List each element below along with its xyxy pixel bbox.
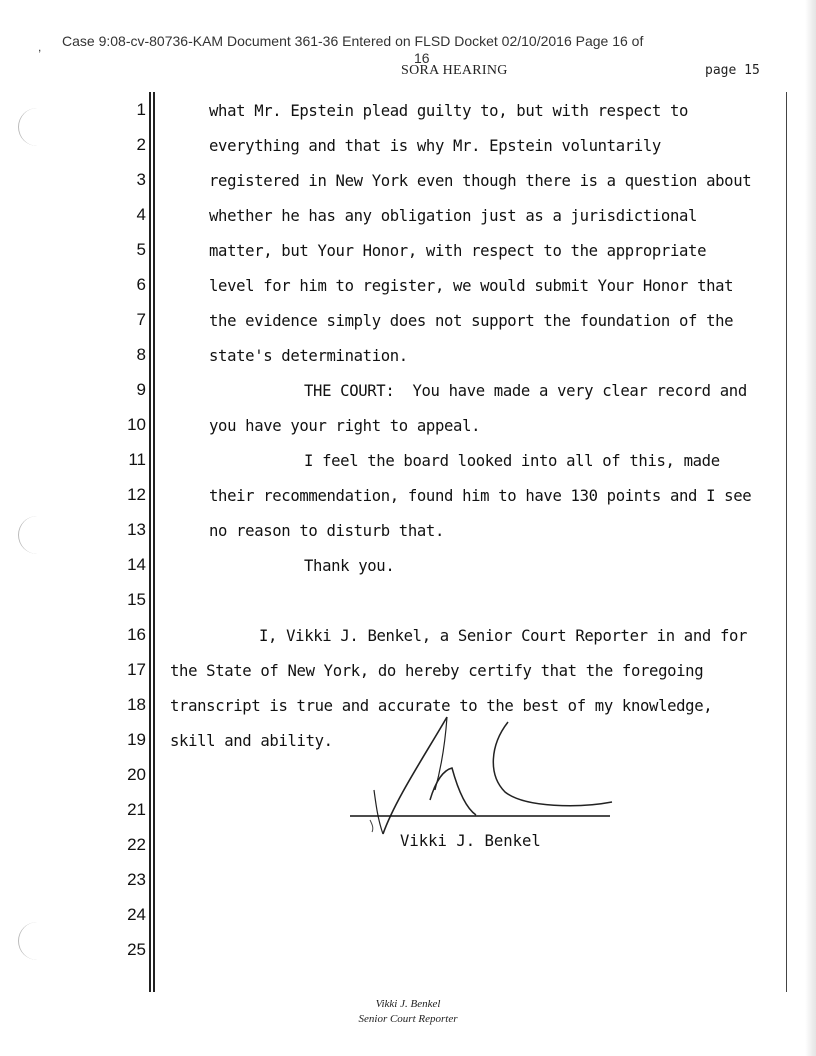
line-number: 25 — [127, 940, 146, 959]
docket-stamp-line-2: 16 — [414, 50, 430, 66]
transcript-line: you have your right to appeal. — [209, 417, 481, 435]
hearing-title: SORA HEARING — [401, 63, 508, 78]
punch-hole-mark — [18, 516, 41, 554]
line-number: 1 — [136, 100, 146, 119]
line-number: 2 — [136, 135, 146, 154]
line-number: 4 — [136, 205, 146, 224]
transcript-line: matter, but Your Honor, with respect to the appropriate — [209, 242, 707, 260]
line-number: 13 — [127, 520, 146, 539]
line-number: 8 — [136, 345, 146, 364]
margin-rule-left — [149, 92, 151, 992]
line-number: 18 — [127, 695, 146, 714]
certification-line: I, Vikki J. Benkel, a Senior Court Reporter in and for — [259, 627, 748, 645]
line-number: 5 — [136, 240, 146, 259]
line-number: 7 — [136, 310, 146, 329]
line-number: 20 — [127, 765, 146, 784]
transcript-line: the evidence simply does not support the foundation of the — [209, 312, 734, 330]
transcript-line: everything and that is why Mr. Epstein voluntarily — [209, 137, 661, 155]
margin-rule-right — [786, 92, 787, 992]
line-number: 14 — [127, 555, 146, 574]
stamp-mark: , — [38, 40, 42, 54]
transcript-line: registered in New York even though there is a question about — [209, 172, 752, 190]
transcript-line: no reason to disturb that. — [209, 522, 444, 540]
docket-stamp-line-1: Case 9:08-cv-80736-KAM Document 361-36 Entered on FLSD Docket 02/10/2016 Page 16 of — [62, 33, 644, 49]
transcript-line: THE COURT: You have made a very clear record and — [304, 382, 747, 400]
transcript-line: I feel the board looked into all of this, made — [304, 452, 720, 470]
transcript-line: what Mr. Epstein plead guilty to, but with respect to — [209, 102, 689, 120]
punch-hole-mark — [18, 922, 41, 960]
line-number: 24 — [127, 905, 146, 924]
line-number: 12 — [127, 485, 146, 504]
transcript-line: their recommendation, found him to have 130 points and I see — [209, 487, 752, 505]
punch-hole-mark — [18, 108, 41, 146]
line-number: 17 — [127, 660, 146, 679]
signature-name: Vikki J. Benkel — [400, 832, 541, 850]
certification-line: the State of New York, do hereby certify that the foregoing — [170, 662, 704, 680]
line-number: 11 — [128, 450, 146, 469]
footer-reporter-title: Senior Court Reporter — [358, 1013, 458, 1025]
line-number: 10 — [127, 415, 146, 434]
line-number: 15 — [127, 590, 146, 609]
page-number-label: page 15 — [705, 63, 760, 78]
line-number: 9 — [136, 380, 146, 399]
line-number: 16 — [127, 625, 146, 644]
page-edge-shadow — [805, 0, 816, 1056]
transcript-line: Thank you. — [304, 557, 395, 575]
line-number: 19 — [127, 730, 146, 749]
footer-reporter-name: Vikki J. Benkel — [375, 998, 441, 1010]
line-number: 21 — [127, 800, 146, 819]
margin-rule-left-inner — [153, 92, 155, 992]
certification-line: skill and ability. — [170, 732, 333, 750]
line-number: 22 — [127, 835, 146, 854]
line-number: 23 — [127, 870, 146, 889]
line-number: 6 — [136, 275, 146, 294]
transcript-line: level for him to register, we would submit Your Honor that — [209, 277, 734, 295]
line-number: 3 — [136, 170, 146, 189]
certification-line: transcript is true and accurate to the best of my knowledge, — [170, 697, 713, 715]
transcript-line: state's determination. — [209, 347, 408, 365]
transcript-line: whether he has any obligation just as a jurisdictional — [209, 207, 698, 225]
